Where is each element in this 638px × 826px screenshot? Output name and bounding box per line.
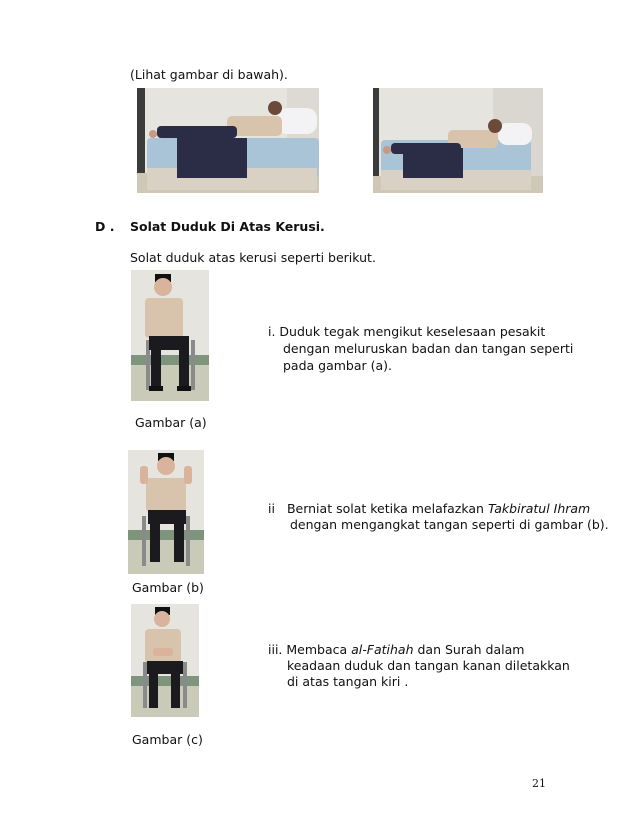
step-3-text-pre: iii. Membaca	[268, 642, 352, 657]
caption-gambar-b: Gambar (b)	[132, 580, 204, 595]
step-3-text-emphasis: al-Fatihah	[351, 642, 414, 657]
lying-position-photo-1	[137, 88, 319, 193]
step-3-line-2: keadaan duduk dan tangan kanan diletakkan	[287, 658, 570, 673]
caption-gambar-a: Gambar (a)	[135, 415, 207, 430]
section-intro: Solat duduk atas kerusi seperti berikut.	[130, 250, 376, 265]
section-letter: D .	[95, 219, 115, 234]
step-2-text-pre: Berniat solat ketika melafazkan	[286, 501, 488, 516]
step-1-line-1: i. Duduk tegak mengikut keselesaan pesakit	[268, 324, 546, 339]
step-2-marker: ii	[268, 501, 275, 516]
step-1-line-3: pada gambar (a).	[283, 358, 393, 373]
figure-reference-note: (Lihat gambar di bawah).	[130, 67, 288, 82]
step-1-line-2: dengan meluruskan badan dan tangan seperti	[283, 341, 574, 356]
caption-gambar-c: Gambar (c)	[132, 732, 203, 747]
takbir-raising-hands-photo	[128, 450, 204, 574]
step-2-text-emphasis: Takbiratul Ihram	[487, 501, 591, 516]
lying-position-photo-2	[373, 88, 543, 193]
step-2-line-2: dengan mengangkat tangan seperti di gambar (b).	[290, 517, 609, 532]
seated-upright-photo	[131, 270, 209, 401]
step-3-text-post: dan Surah dalam	[413, 642, 525, 657]
hands-folded-photo	[131, 604, 199, 717]
page-number: 21	[532, 777, 546, 790]
step-2-line-1	[268, 500, 590, 517]
section-title: Solat Duduk Di Atas Kerusi.	[130, 219, 325, 234]
step-3-line-3: di atas tangan kiri .	[287, 674, 409, 689]
step-3-line-1	[268, 641, 524, 658]
